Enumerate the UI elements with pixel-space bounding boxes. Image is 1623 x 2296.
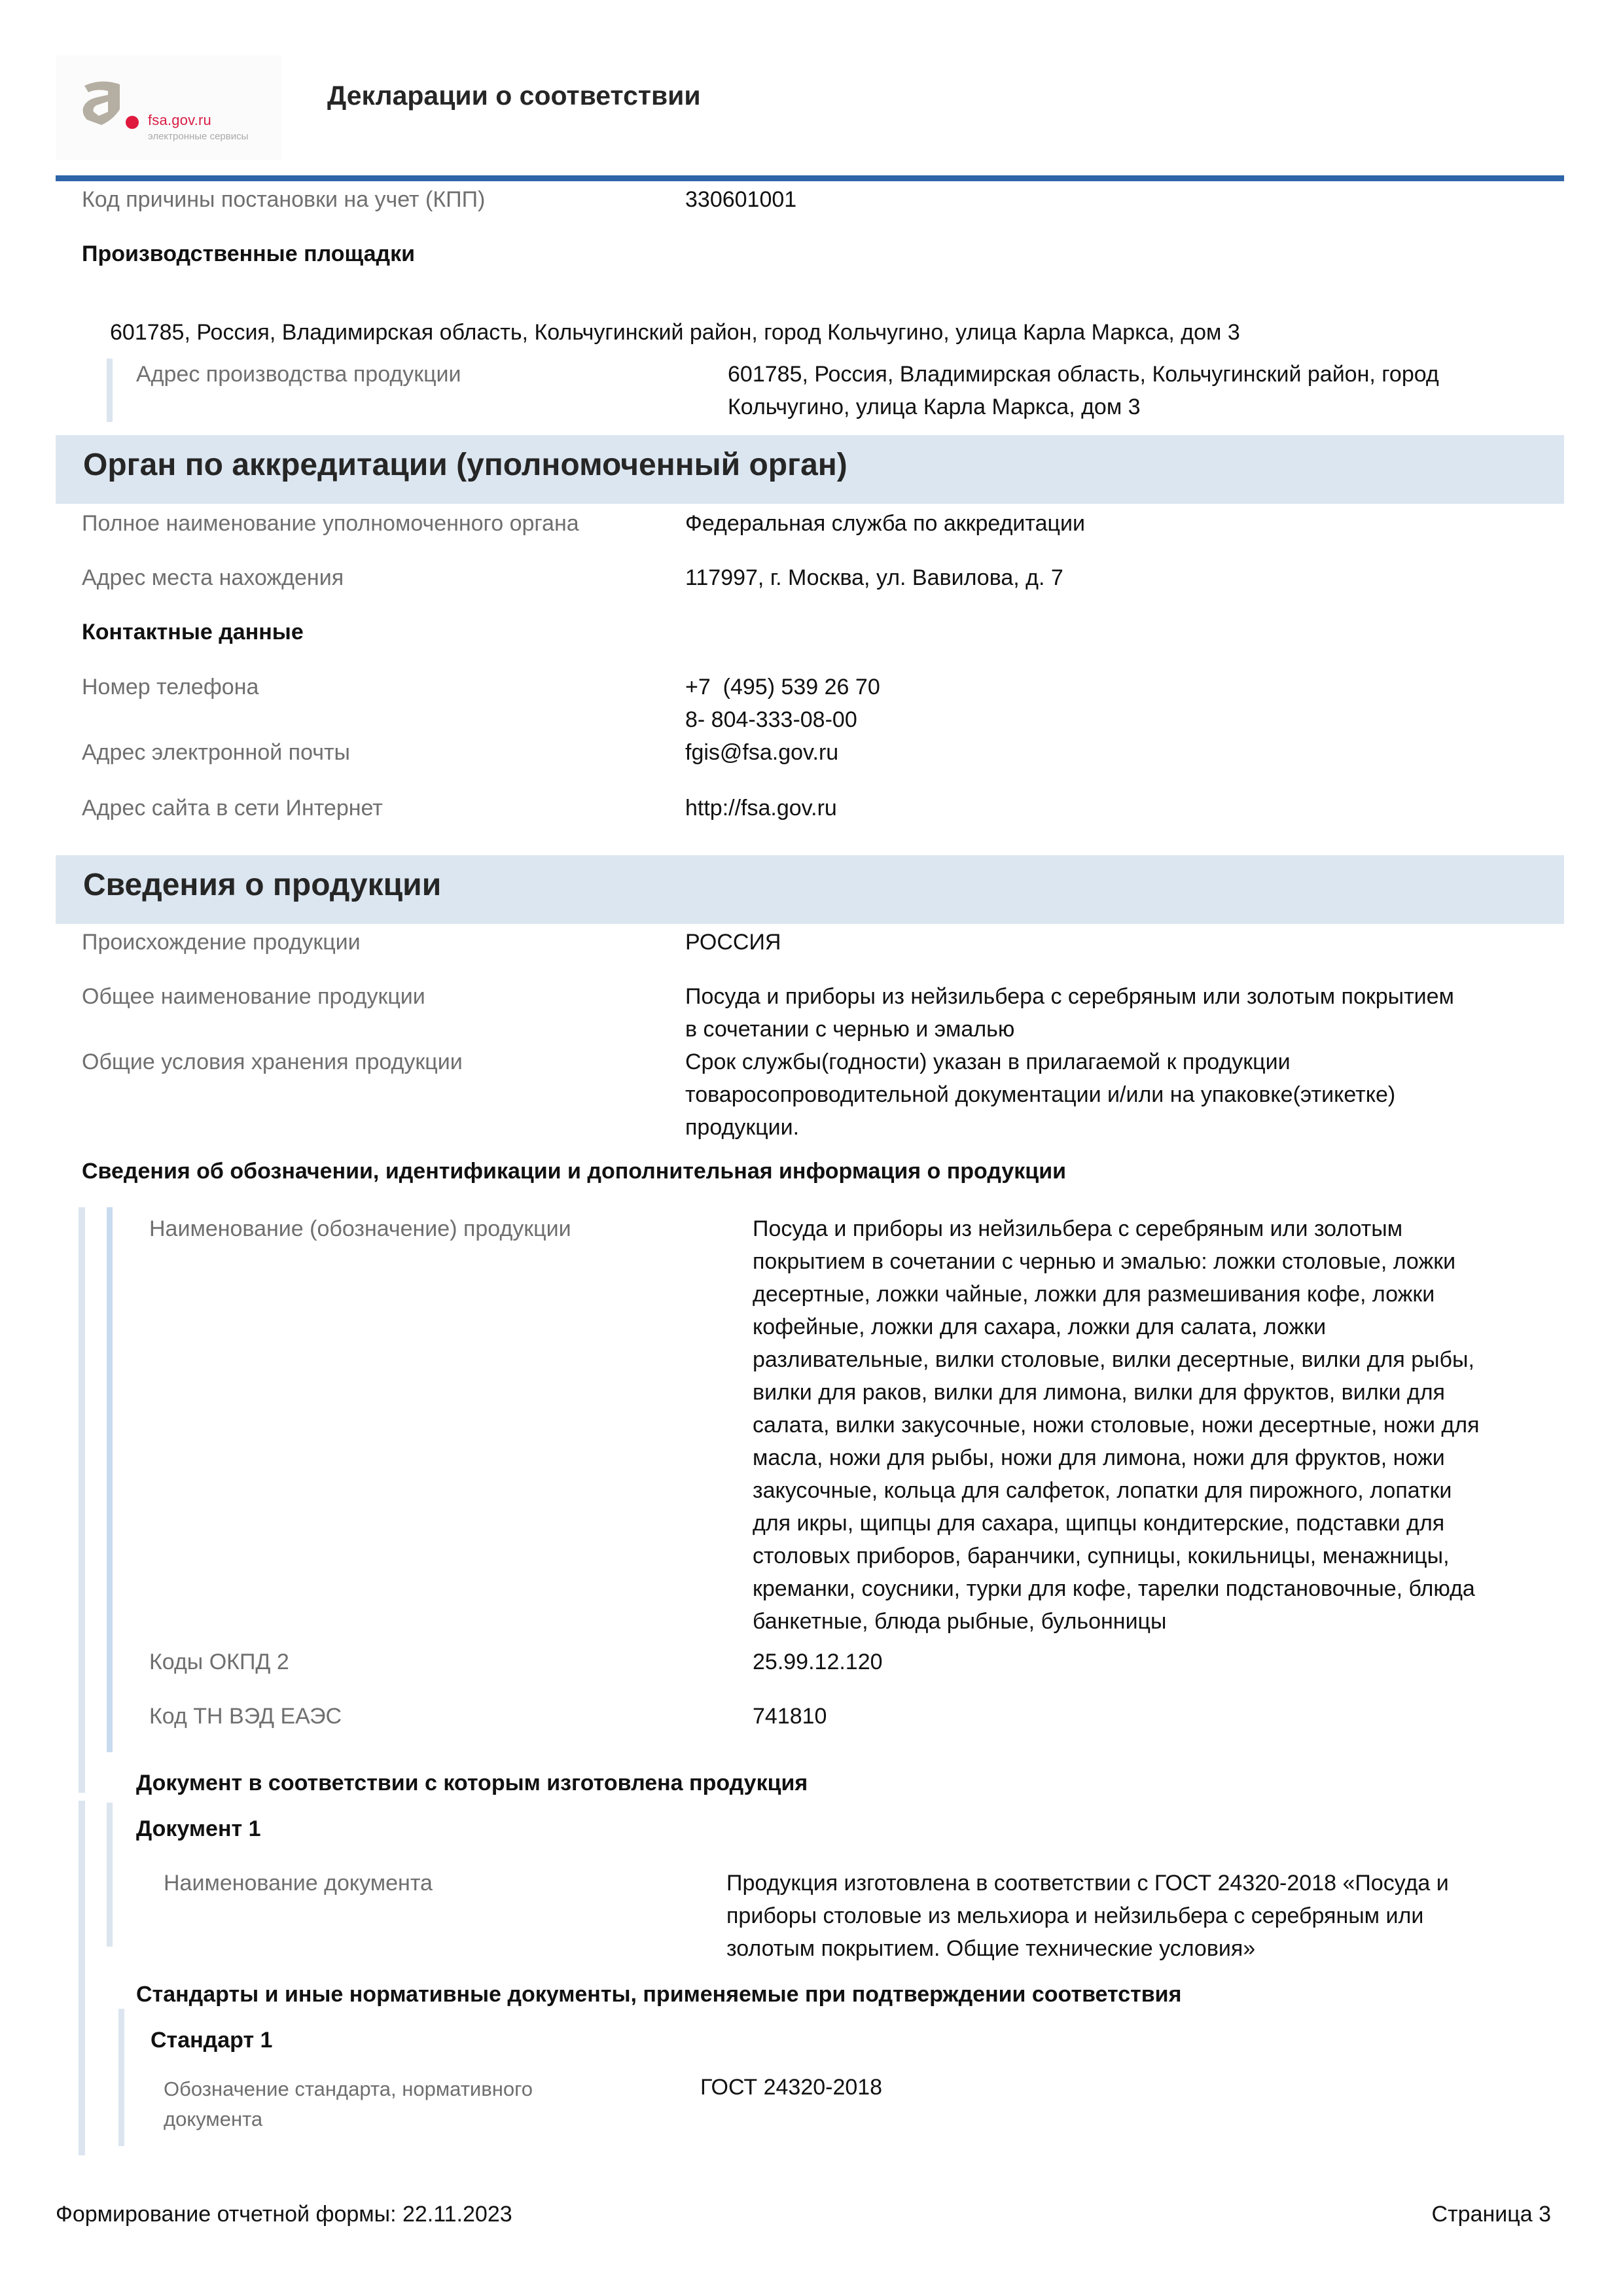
authority-name-label: Полное наименование уполномоченного органа — [82, 511, 579, 536]
section-title: Сведения о продукции — [83, 868, 442, 902]
doc-name-label: Наименование документа — [164, 1871, 433, 1896]
email-value[interactable]: fgis@fsa.gov.ru — [685, 740, 839, 765]
production-site-address: 601785, Россия, Владимирская область, Кольчугинский район, город Кольчугино, улица Карла Маркса, дом 3 — [110, 320, 1240, 345]
phone-value: 8- 804-333-08-00 — [685, 707, 857, 732]
logo-site-text: fsa.gov.ru — [148, 112, 211, 128]
identification-heading: Сведения об обозначении, идентификации и дополнительная информация о продукции — [82, 1159, 1067, 1184]
general-name-value: Посуда и приборы из нейзильбера с серебряным или золотым покрытием в сочетании с чернью и эмалью — [685, 984, 1454, 1042]
fsa-a-logo-icon — [82, 79, 122, 126]
contacts-heading: Контактные данные — [82, 620, 304, 645]
doc-name-value: Продукция изготовлена в соответствии с ГОСТ 24320-2018 «Посуда и приборы столовые из мельхиора и нейзильбера с серебряным или золотым покрытием. Общие технические условия» — [726, 1871, 1449, 1961]
okpd-label: Коды ОКПД 2 — [149, 1650, 289, 1674]
authority-name-value: Федеральная служба по аккредитации — [685, 511, 1085, 536]
okpd-value: 25.99.12.120 — [753, 1650, 883, 1674]
document-1-heading: Документ 1 — [136, 1816, 261, 1841]
phone-label: Номер телефона — [82, 675, 259, 699]
inner-indent-bar — [107, 1207, 113, 1752]
designation-label: Наименование (обозначение) продукции — [149, 1216, 571, 1241]
standard-designation-label: Обозначение стандарта, нормативного документа — [164, 2077, 533, 2130]
production-sites-heading: Производственные площадки — [82, 241, 416, 266]
standard-designation-value: ГОСТ 24320-2018 — [700, 2075, 883, 2100]
phone-value: +7 (495) 539 26 70 — [685, 675, 880, 699]
website-label: Адрес сайта в сети Интернет — [82, 796, 383, 821]
header-divider — [56, 175, 1564, 181]
general-name-label: Общее наименование продукции — [82, 984, 425, 1009]
report-generated-date: Формирование отчетной формы: 22.11.2023 — [56, 2202, 512, 2227]
section-accreditation-header — [56, 435, 1564, 504]
production-address-label: Адрес производства продукции — [136, 362, 461, 387]
website-value[interactable]: http://fsa.gov.ru — [685, 796, 837, 821]
storage-value: Срок службы(годности) указан в прилагаемой к продукции товаросопроводительной документации и/или на упаковке(этикетке) продукции. — [685, 1050, 1396, 1140]
kpp-value: 330601001 — [685, 187, 797, 212]
email-label: Адрес электронной почты — [82, 740, 350, 765]
standards-heading: Стандарты и иные нормативные документы, применяемые при подтверждении соответствия — [136, 1982, 1182, 2007]
nested-indent-bar — [107, 359, 113, 422]
origin-value: РОССИЯ — [685, 930, 781, 955]
manufacture-doc-heading: Документ в соответствии с которым изготовлена продукция — [136, 1771, 808, 1795]
designation-value: Посуда и приборы из нейзильбера с серебряным или золотым покрытием в сочетании с чернью и эмалью: ложки столовые, ложки десертные, ложки чайные, ложки для размешивания кофе, ложки кофейные, ложки для сахара, ложки для салата, ложки разливательные, вилки столовые, вилки десертные, вилки для рыбы, вилки для раков, вилки для лимона, вилки для фруктов, вилки для салата, вилки закусочные, ножи столовые, ножи десертные, ножи для масла, ножи для рыбы, ножи для лимона, ножи для фруктов, ножи закусочные, кольца для салфеток, лопатки для пирожного, лопатки для икры, щипцы для сахара, щипцы кондитерские, подставки для столовых приборов, баранчики, супницы, кокильницы, менажницы, креманки, соусники, турки для кофе, тарелки подстановочные, блюда банкетные, блюда рыбные, бульонницы — [753, 1216, 1480, 1634]
inner-indent-bar — [118, 2009, 124, 2146]
inner-indent-bar — [107, 1803, 113, 1947]
outer-indent-bar — [79, 1801, 85, 2155]
phone-values — [685, 671, 880, 736]
logo-dot-icon — [126, 116, 139, 129]
standard-1-heading: Стандарт 1 — [151, 2028, 273, 2053]
production-address-value: 601785, Россия, Владимирская область, Кольчугинский район, город Кольчугино, улица Карла Маркса, дом 3 — [728, 362, 1439, 419]
fsa-logo — [56, 56, 281, 160]
kpp-label: Код причины постановки на учет (КПП) — [82, 187, 486, 212]
tnved-label: Код ТН ВЭД ЕАЭС — [149, 1704, 342, 1729]
tnved-value: 741810 — [753, 1704, 827, 1729]
page-title: Декларации о соответствии — [327, 80, 701, 111]
authority-address-label: Адрес места нахождения — [82, 565, 344, 590]
section-product-header — [56, 855, 1564, 924]
logo-subtitle: электронные сервисы — [148, 131, 249, 142]
storage-label: Общие условия хранения продукции — [82, 1050, 463, 1074]
origin-label: Происхождение продукции — [82, 930, 361, 955]
page-number: Страница 3 — [1431, 2202, 1551, 2227]
authority-address-value: 117997, г. Москва, ул. Вавилова, д. 7 — [685, 565, 1063, 590]
section-title: Орган по аккредитации (уполномоченный орган) — [83, 448, 847, 482]
outer-indent-bar — [79, 1207, 85, 1793]
